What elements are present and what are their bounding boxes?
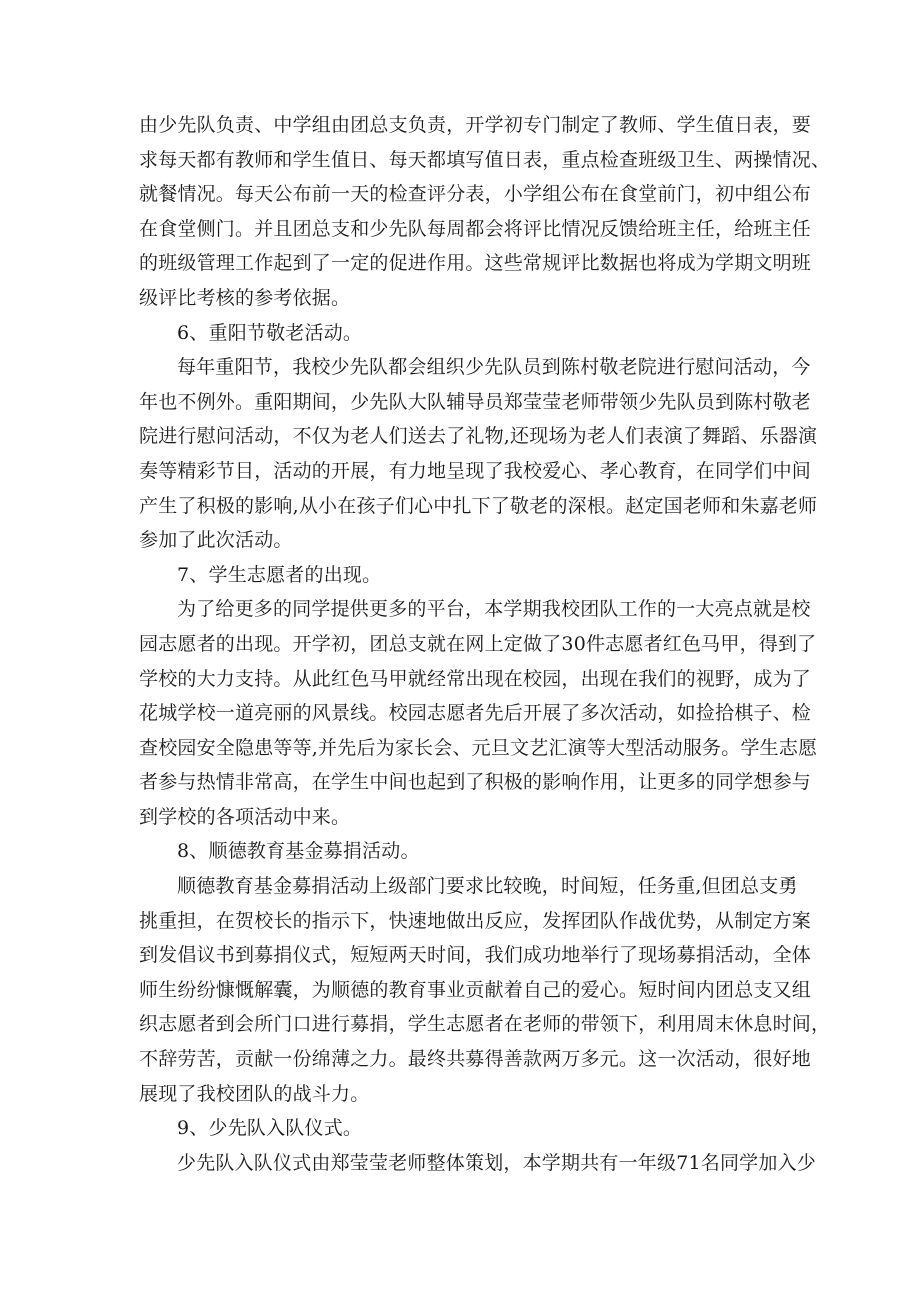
text-line: 师生纷纷慷慨解囊，为顺德的教育事业贡献着自己的爱心。短时间内团总支又组 [139,978,812,1001]
text-line: 查校园安全隐患等等,并先后为家长会、元旦文艺汇演等大型活动服务。学生志愿 [139,736,818,759]
text-line: 每年重阳节，我校少先队都会组织少先队员到陈村敬老院进行慰问活动，今 [177,356,811,379]
text-line: 产生了积极的影响,从小在孩子们心中扎下了敬老的深根。赵定国老师和朱嘉老师 [139,494,818,517]
text-line: 由少先队负责、中学组由团总支负责，开学初专门制定了教师、学生值日表，要 [139,114,812,136]
text-line: 级评比考核的参考依据。 [139,286,351,309]
text-line: 参加了此次活动。 [139,529,293,552]
text-line: 求每天都有教师和学生值日、每天都填写值日表，重点检查班级卫生、两操情况、 [139,148,831,171]
text-line: 6、重阳节敬老活动。 [177,321,363,344]
text-line: 挑重担，在贺校长的指示下，快速地做出反应，发挥团队作战优势，从制定方案 [139,909,812,932]
text-line: 奏等精彩节目，活动的开展，有力地呈现了我校爱心、孝心教育，在同学们中间 [139,459,812,482]
text-line: 到发倡议书到募捐仪式，短短两天时间，我们成功地举行了现场募捐活动，全体 [139,944,812,967]
text-line: 不辞劳苦，贡献一份绵薄之力。最终共募得善款两万多元。这一次活动，很好地 [139,1048,812,1071]
text-line: 9、少先队入队仪式。 [177,1117,363,1140]
text-line: 院进行慰问活动，不仅为老人们送去了礼物,还现场为老人们表演了舞蹈、乐器演 [139,425,818,448]
text-line: 织志愿者到会所门口进行募捐，学生志愿者在老师的带领下，利用周末休息时间， [139,1013,831,1036]
text-line: 在食堂侧门。并且团总支和少先队每周都会将评比情况反馈给班主任，给班主任 [139,217,812,240]
text-line: 就餐情况。每天公布前一天的检查评分表，小学组公布在食堂前门，初中组公布 [139,183,812,206]
text-line: 为了给更多的同学提供更多的平台，本学期我校团队工作的一大亮点就是校 [177,598,811,621]
text-line: 园志愿者的出现。开学初，团总支就在网上定做了30件志愿者红色马甲，得到了 [139,632,817,655]
text-line: 者参与热情非常高，在学生中间也起到了积极的影响作用，让更多的同学想参与 [139,771,812,794]
text-line: 8、顺德教育基金募捐活动。 [177,840,420,863]
text-line: 顺德教育基金募捐活动上级部门要求比较晚，时间短，任务重,但团总支勇 [177,875,798,898]
text-line: 花城学校一道亮丽的风景线。校园志愿者先后开展了多次活动，如捡拾棋子、检 [139,702,812,725]
text-line: 的班级管理工作起到了一定的促进作用。这些常规评比数据也将成为学期文明班 [139,252,812,275]
text-line: 7、学生志愿者的出现。 [177,563,382,586]
document-page [139,108,831,1180]
text-line: 少先队入队仪式由郑莹莹老师整体策划，本学期共有一年级71名同学加入少 [177,1151,816,1174]
text-line: 年也不例外。重阳期间，少先队大队辅导员郑莹莹老师带领少先队员到陈村敬老 [139,390,812,413]
text-line: 展现了我校团队的战斗力。 [139,1082,370,1105]
text-line: 到学校的各项活动中来。 [139,805,351,828]
text-line: 学校的大力支持。从此红色马甲就经常出现在校园，出现在我们的视野，成为了 [139,667,812,690]
